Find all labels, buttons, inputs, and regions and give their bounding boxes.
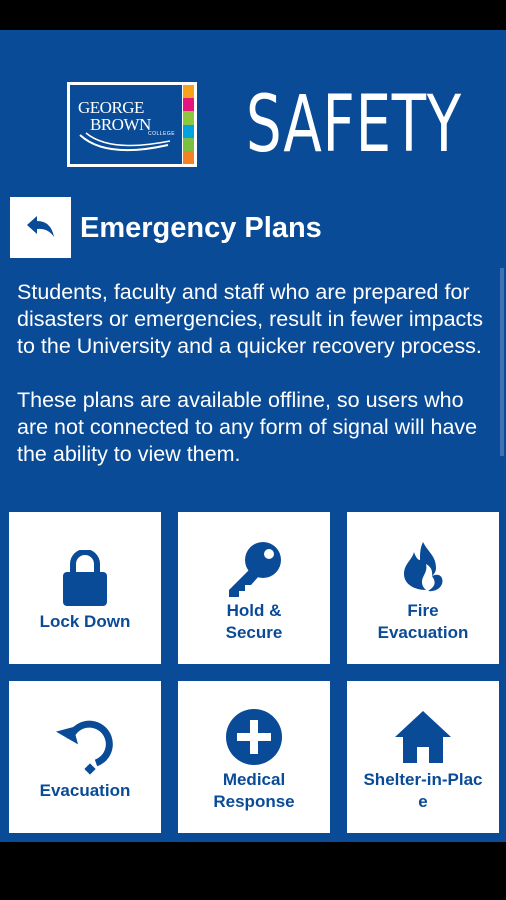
plan-tile-label-text: Fire Evacuation [377, 601, 469, 642]
plan-tile-evacuation[interactable] [9, 681, 161, 833]
logo-stripe [183, 138, 194, 151]
logo-stripe [183, 125, 194, 138]
logo-text-brown: BROWN [90, 115, 151, 134]
description-text [17, 279, 497, 495]
medical-plus-icon [225, 708, 283, 766]
back-arrow-icon [26, 215, 56, 239]
plan-tile-lock-down[interactable] [9, 512, 161, 664]
logo-stripe [183, 111, 194, 124]
plan-tile-fire-evacuation[interactable] [347, 512, 499, 664]
logo-text-george: GEORGE [78, 98, 144, 117]
scrollbar[interactable] [500, 268, 504, 456]
logo-stripe [183, 85, 194, 98]
plan-tile-hold-secure[interactable] [178, 512, 330, 664]
logo-text-college: COLLEGE [148, 131, 176, 137]
plan-tile-label-text: Shelter-in-Place [363, 770, 483, 811]
george-brown-logo [67, 82, 197, 167]
logo-stripe [183, 151, 194, 164]
plan-tile-label [347, 600, 499, 644]
evacuation-icon [56, 719, 114, 775]
plan-tile-shelter-in-place[interactable] [347, 681, 499, 833]
logo-swoosh-icon [76, 129, 176, 159]
app-screen [0, 30, 506, 842]
logo-stripe [183, 98, 194, 111]
fire-icon [400, 542, 446, 592]
plan-tile-label [347, 769, 499, 813]
description-paragraph: Students, faculty and staff who are prepared for disasters or emergencies, result in fewer impacts to the University and a quicker recovery process. [17, 280, 484, 358]
plan-tile-label: Lock Down [39, 612, 131, 631]
plan-tile-label: Evacuation [39, 781, 131, 800]
description-paragraph: These plans are available offline, so users who are not connected to any form of signal will have the ability to view them. [17, 388, 478, 466]
plan-tile-medical-response[interactable] [178, 681, 330, 833]
plan-tile-label [178, 769, 330, 813]
plan-tile-label [178, 600, 330, 644]
lock-icon [63, 550, 107, 606]
page-title: Emergency Plans [80, 212, 322, 244]
key-icon [225, 540, 283, 598]
back-button[interactable] [10, 197, 71, 258]
plan-tile-label-text: Medical Response [213, 770, 295, 811]
navigation-bar [0, 842, 506, 900]
logo-color-stripes [183, 85, 194, 164]
app-title: SAFETY [246, 80, 462, 170]
plan-tile-label-text: Hold & Secure [225, 601, 283, 642]
home-icon [395, 711, 451, 763]
status-bar [0, 0, 506, 30]
